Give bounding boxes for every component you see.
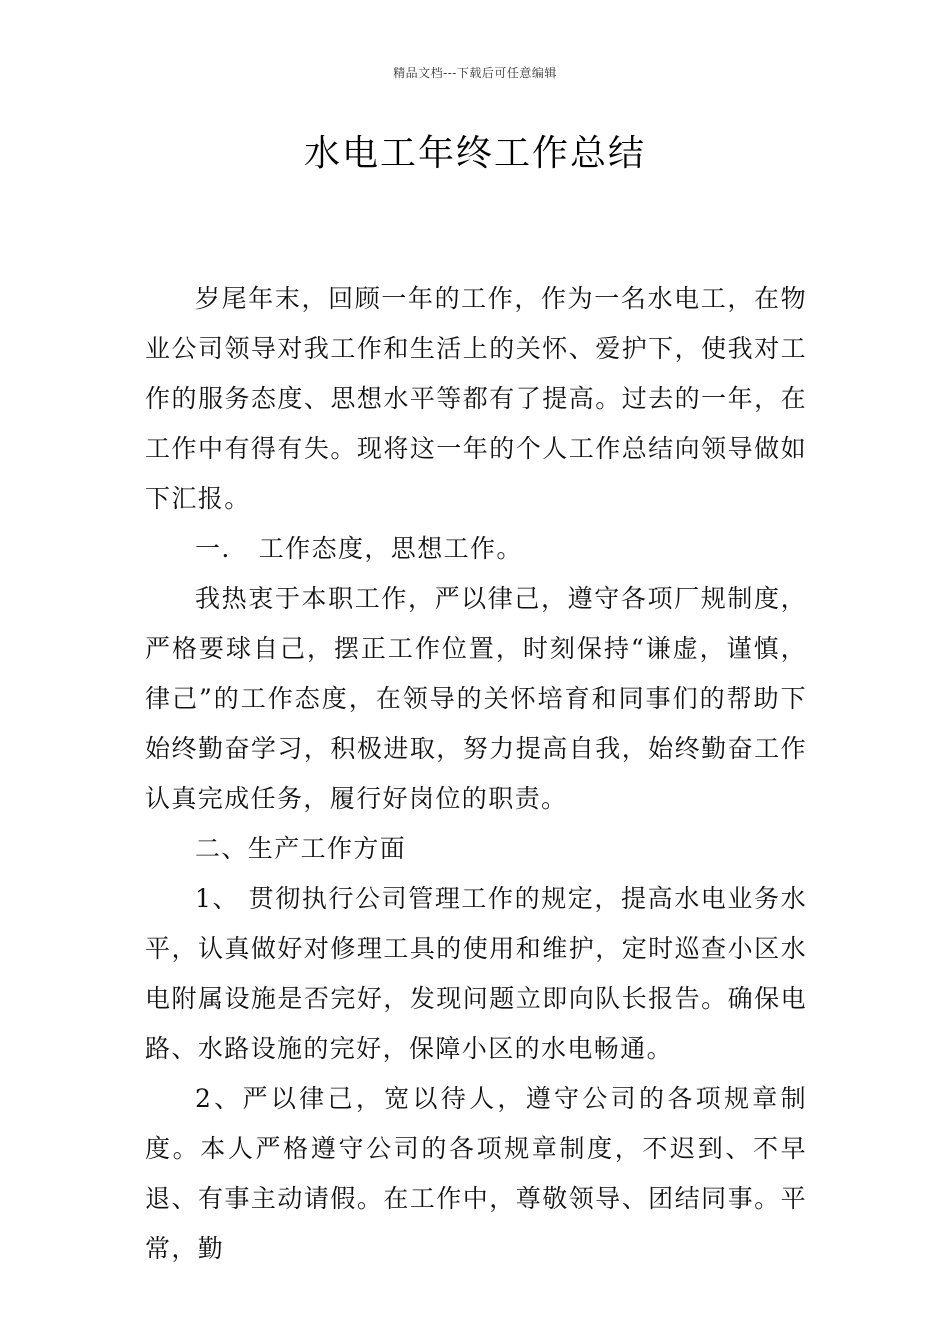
section-heading-work-attitude: 一. 工作态度，思想工作。 bbox=[195, 534, 523, 563]
document-body bbox=[145, 274, 807, 1274]
paragraph-work-attitude: 我热衷于本职工作，严以律己，遵守各项厂规制度，严格要球自己，摆正工作位置，时刻保持“谦虚，谨慎，律己”的工作态度，在领导的关怀培育和同事们的帮助下始终勤奋学习，积极进取，努力提高自我，始终勤奋工作认真完成任务，履行好岗位的职责。 bbox=[145, 584, 807, 813]
section-heading-production: 二、生产工作方面 bbox=[195, 834, 407, 863]
paragraph-item-1: 1、 贯彻执行公司管理工作的规定，提高水电业务水平，认真做好对修理工具的使用和维护，定时巡查小区水电附属设施是否完好，发现问题立即向队长报告。确保电路、水路设施的完好，保障小区的水电畅通。 bbox=[145, 884, 807, 1063]
document-title: 水电工年终工作总结 bbox=[303, 133, 646, 174]
paragraph-item-2: 2、严以律己，宽以待人，遵守公司的各项规章制度。本人严格遵守公司的各项规章制度，不迟到、不早退、有事主动请假。在工作中，尊敬领导、团结同事。平常，勤 bbox=[145, 1084, 807, 1263]
header-note: 精品文档---下载后可任意编辑 bbox=[393, 66, 557, 80]
paragraph-intro: 岁尾年末，回顾一年的工作，作为一名水电工，在物业公司领导对我工作和生活上的关怀、爱护下，使我对工作的服务态度、思想水平等都有了提高。过去的一年，在工作中有得有失。现将这一年的个人工作总结向领导做如下汇报。 bbox=[145, 284, 807, 513]
